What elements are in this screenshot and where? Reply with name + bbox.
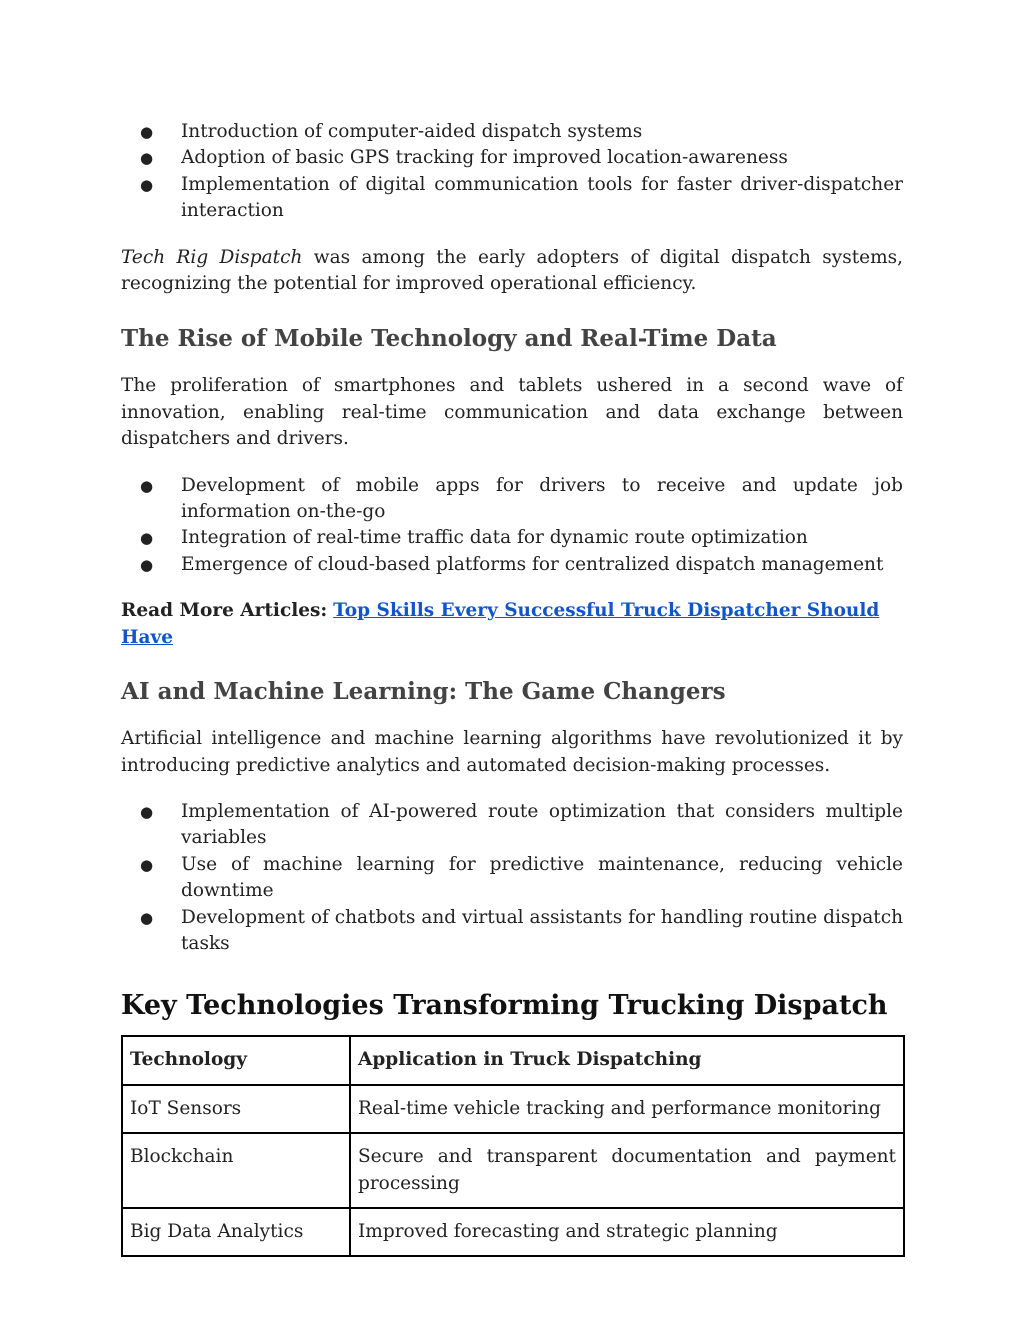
list-item: ● Development of mobile apps for drivers to receive and update job information on-the-go — [140, 474, 903, 523]
bullet-icon: ● — [140, 123, 154, 141]
heading-ai: AI and Machine Learning: The Game Changers — [121, 678, 726, 706]
document-content — [121, 119, 903, 1257]
bullet-icon: ● — [140, 855, 154, 874]
table-cell: IoT Sensors — [122, 1085, 350, 1133]
list-item: ● Use of machine learning for predictive maintenance, reducing vehicle downtime — [140, 853, 903, 902]
bullet-icon: ● — [140, 908, 154, 927]
list-item: ● Implementation of digital communication tools for faster driver-dispatcher interaction — [140, 173, 903, 222]
list-item: ● Integration of real-time traffic data for dynamic route optimization — [121, 525, 903, 551]
table-cell: Secure and transparent documentation and payment processing — [350, 1133, 904, 1208]
table-header-cell: Technology — [122, 1036, 350, 1084]
bullet-icon: ● — [140, 476, 154, 495]
bullet-icon: ● — [140, 175, 154, 194]
table-header-cell: Application in Truck Dispatching — [350, 1036, 904, 1084]
read-more-line — [121, 598, 903, 651]
technologies-table — [121, 1035, 905, 1257]
table-row — [122, 1085, 904, 1133]
list-item: ● Emergence of cloud-based platforms for centralized dispatch management — [121, 552, 903, 578]
table-header-row — [122, 1036, 904, 1084]
list-item: ● Implementation of AI-powered route optimization that considers multiple variables — [140, 800, 903, 849]
table-cell: Big Data Analytics — [122, 1208, 350, 1256]
bullet-list-mobile — [121, 473, 903, 579]
table-cell: Blockchain — [122, 1133, 350, 1208]
table-row — [122, 1208, 904, 1256]
bullet-list-digital — [121, 119, 903, 225]
table-row — [122, 1133, 904, 1208]
heading-mobile-technology: The Rise of Mobile Technology and Real-Time Data — [121, 325, 777, 353]
bullet-icon: ● — [140, 802, 154, 821]
list-item: ● Development of chatbots and virtual assistants for handling routine dispatch tasks — [140, 906, 903, 954]
bullet-icon: ● — [140, 529, 154, 548]
bullet-icon: ● — [140, 555, 154, 574]
list-item: ● Adoption of basic GPS tracking for improved location-awareness — [121, 145, 903, 171]
heading-key-technologies: Key Technologies Transforming Trucking Dispatch — [121, 990, 888, 1022]
table-cell: Improved forecasting and strategic planning — [350, 1208, 904, 1256]
list-item: ● Introduction of computer-aided dispatch systems — [121, 119, 903, 145]
bullet-list-ai — [121, 799, 903, 957]
bullet-icon: ● — [140, 149, 154, 168]
paragraph-early-adopters: Tech Rig Dispatch was among the early adopters of digital dispatch systems, recognizing the potential for improved operational efficiency. — [121, 246, 903, 295]
paragraph-ai: Artificial intelligence and machine learning algorithms have revolutionized it by introducing predictive analytics and automated decision-making processes. — [121, 728, 903, 776]
company-name: Tech Rig Dispatch — [121, 246, 303, 268]
paragraph-mobile: The proliferation of smartphones and tablets ushered in a second wave of innovation, enabling real-time communication and data exchange between dispatchers and drivers. — [121, 375, 903, 450]
read-more-link[interactable]: Top Skills Every Successful Truck Dispatcher Should Have — [121, 600, 880, 648]
table-cell: Real-time vehicle tracking and performance monitoring — [350, 1085, 904, 1133]
read-more-label: Read More Articles: — [121, 600, 328, 622]
